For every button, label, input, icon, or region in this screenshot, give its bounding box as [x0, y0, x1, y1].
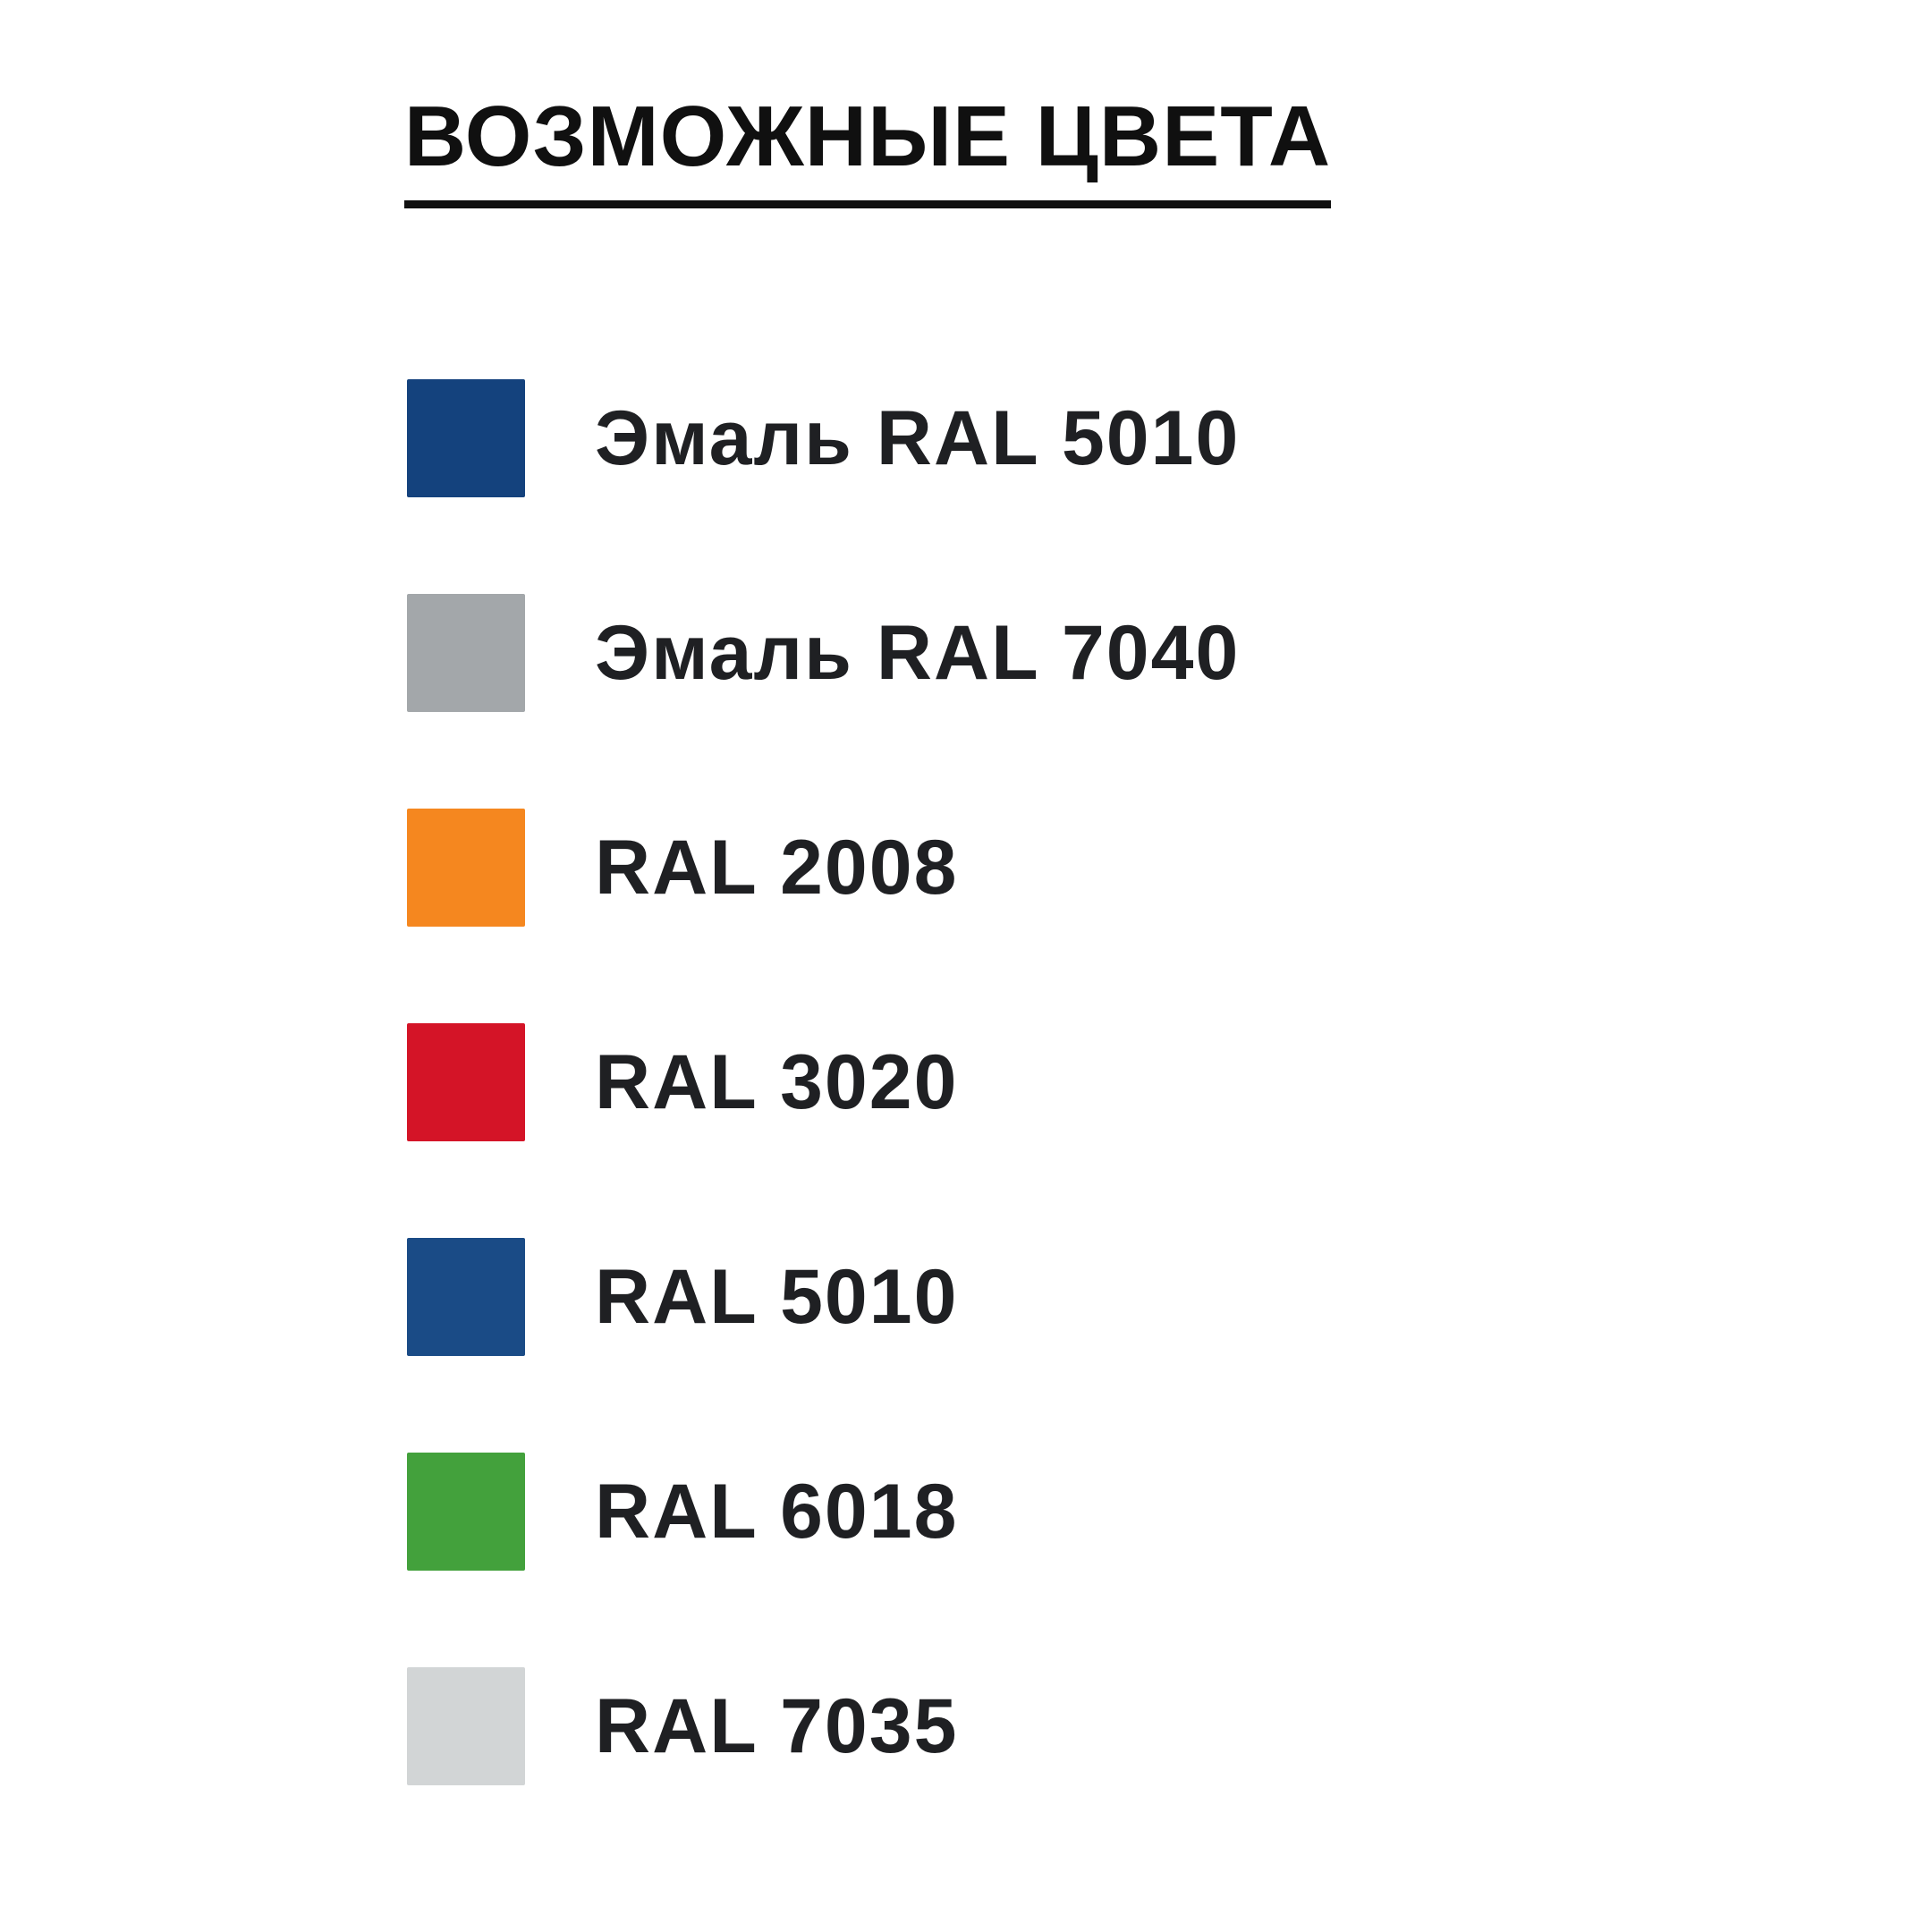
color-swatch — [407, 1238, 525, 1356]
list-item[interactable] — [407, 1619, 1749, 1834]
list-item[interactable] — [407, 1190, 1749, 1404]
color-label: RAL 5010 — [595, 1253, 959, 1340]
color-label: RAL 3020 — [595, 1038, 959, 1125]
color-swatch — [407, 809, 525, 927]
color-label: Эмаль RAL 7040 — [595, 609, 1241, 696]
list-item[interactable] — [407, 975, 1749, 1190]
color-swatch — [407, 594, 525, 712]
color-label: RAL 2008 — [595, 824, 959, 911]
color-list — [407, 331, 1749, 1834]
list-item[interactable] — [407, 760, 1749, 975]
color-label: Эмаль RAL 5010 — [595, 394, 1241, 481]
page-title: ВОЗМОЖНЫЕ ЦВЕТА — [404, 89, 1331, 208]
color-swatch — [407, 1667, 525, 1785]
list-item[interactable] — [407, 331, 1749, 546]
page-title-container — [0, 89, 1932, 208]
color-swatch — [407, 1023, 525, 1141]
list-item[interactable] — [407, 1404, 1749, 1619]
list-item[interactable] — [407, 546, 1749, 760]
color-swatch — [407, 379, 525, 497]
color-label: RAL 7035 — [595, 1682, 959, 1769]
color-label: RAL 6018 — [595, 1468, 959, 1555]
color-swatch — [407, 1453, 525, 1571]
